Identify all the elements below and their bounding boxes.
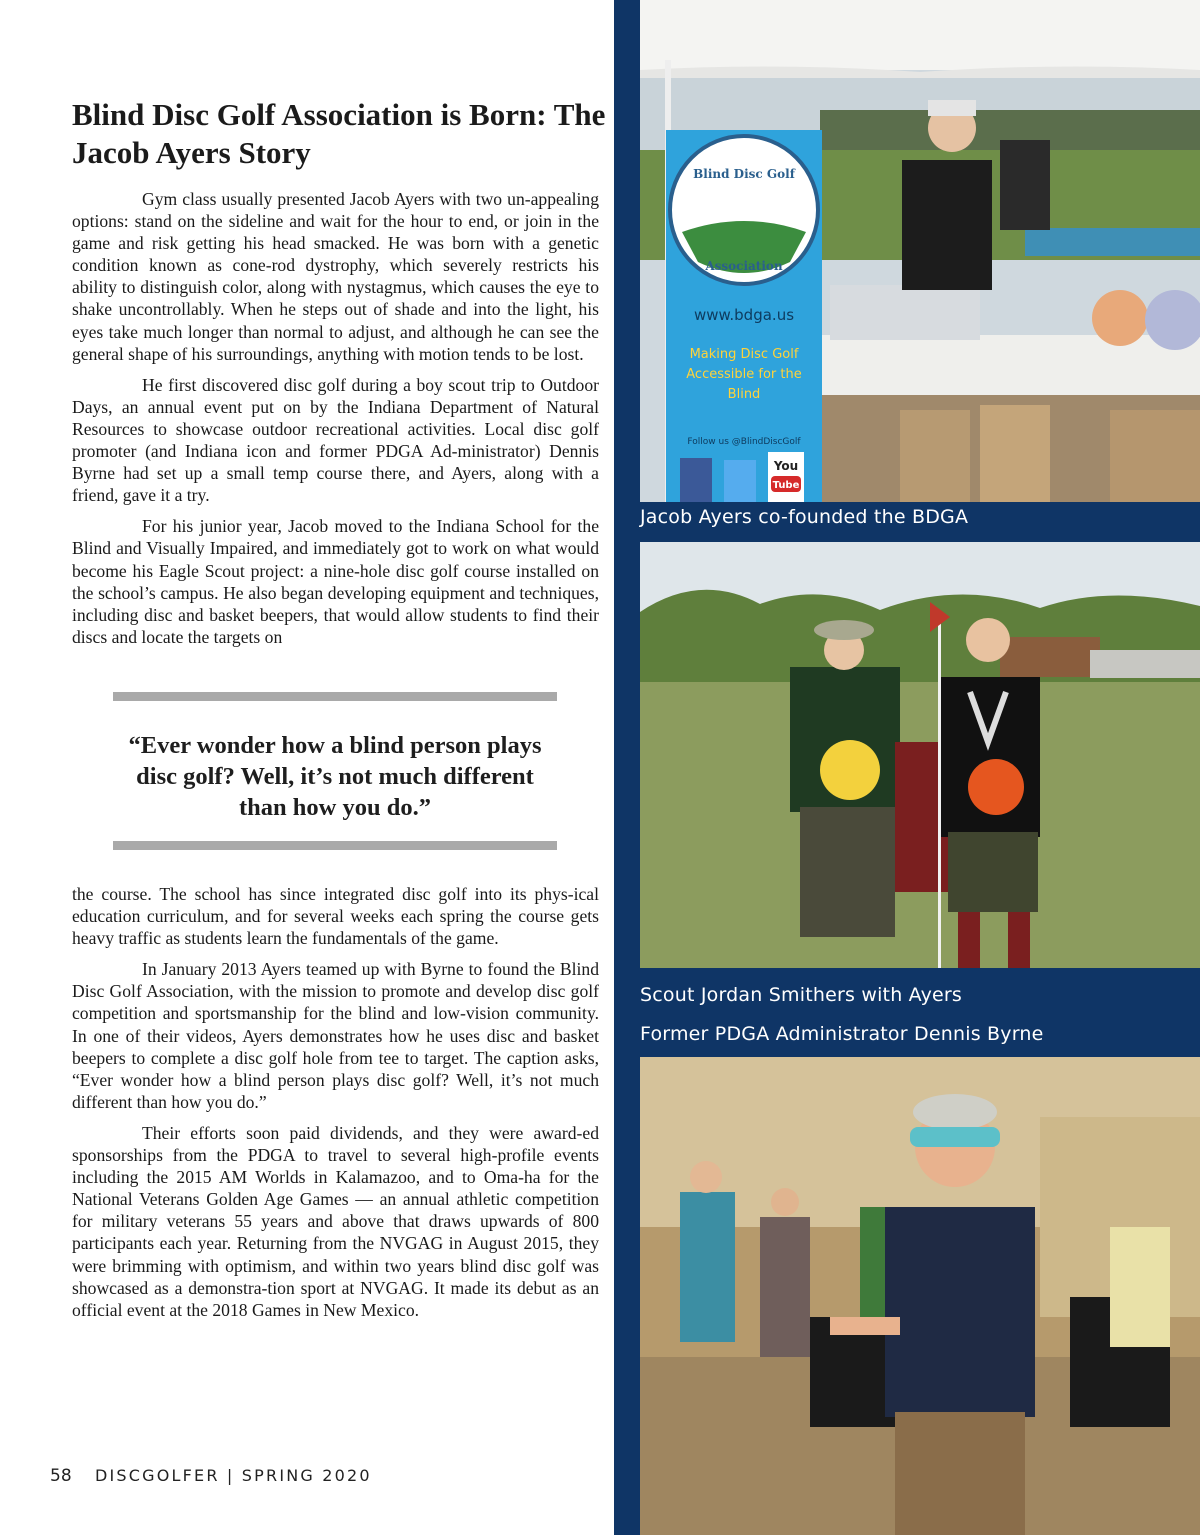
banner-slogan-1: Making Disc Golf — [689, 347, 799, 362]
svg-text:Tube: Tube — [772, 480, 800, 491]
pull-quote-rule-top — [113, 692, 557, 701]
photo-scouts — [640, 542, 1200, 968]
banner-slogan-3: Blind — [727, 387, 761, 402]
banner-follow: Follow us @BlindDiscGolf — [687, 437, 801, 447]
facebook-icon — [680, 458, 712, 502]
article-body-top — [72, 188, 599, 657]
photo-blindfold-demo — [640, 1057, 1200, 1535]
paragraph: In January 2013 Ayers teamed up with Byrne to found the Blind Disc Golf Association, with the mission to promote and develop disc golf competition and sportsmanship for the blind and low-vision community. In one of their videos, Ayers demonstrates how he uses disc and basket beepers to complete a disc golf hole from tee to target. The caption asks, “Ever wonder how a blind person plays disc golf? Well, it’s not much different than how you do.” — [72, 959, 599, 1112]
paragraph: Gym class usually presented Jacob Ayers with two un-appealing options: stand on the sideline and wait for the hour to end, or join in the game and risk getting his head smacked. He was born with a genetic condition known as cone-rod dystrophy, which severely restricts his ability to distinguish color, along with nystagmus, which causes the eye to shake uncontrollably. When he steps out of shade and into the light, his eyes take much longer than normal to adjust, and although he can see the general shape of his surroundings, anything with motion tends to be lost. — [72, 189, 599, 364]
paragraph: For his junior year, Jacob moved to the Indiana School for the Blind and Visually Impaired, and immediately got to work on what would become his Eagle Scout project: a nine-hole disc golf course installed on the school’s campus. He also began developing equipment and techniques, including disc and basket beepers, that would allow students to find their discs and locate the targets on — [72, 516, 599, 647]
publication-line: DISCGOLFER | SPRING 2020 — [94, 1466, 372, 1485]
banner-org-top: Blind Disc Golf — [693, 167, 795, 181]
paragraph: the course. The school has since integrated disc golf into its phys-ical education curriculum, and for several weeks each spring the course gets heavy traffic as students learn the fundamentals of the game. — [72, 884, 599, 949]
scouts-photo-image — [640, 542, 1200, 968]
paragraph: Their efforts soon paid dividends, and they were award-ed sponsorships from the PDGA to travel to several high-profile events including the 2015 AM Worlds in Kalamazoo, and to Oma-ha for the National Veterans Golden Age Games — an annual athletic competition for military veterans 55 years and above that draws upwards of 800 participants each year. Returning from the NVGAG in August 2015, they were brimming with optimism, and within two years blind disc golf was showcased as a demonstra-tion sport at NVGAG. It made its debut as an official event at the 2018 Games in New Mexico. — [72, 1122, 599, 1320]
article-body-bottom — [72, 883, 599, 1330]
page-footer — [50, 1466, 372, 1486]
photo-caption-1: Jacob Ayers co-founded the BDGA — [640, 506, 969, 528]
banner-org-bottom: Association — [705, 259, 783, 273]
photo-caption-2a: Scout Jordan Smithers with Ayers — [640, 984, 963, 1006]
pull-quote-rule-bottom — [113, 841, 557, 850]
banner-slogan-2: Accessible for the — [686, 367, 802, 382]
blindfold-photo-image — [640, 1057, 1200, 1535]
booth-photo-image — [640, 0, 1200, 502]
paragraph: He first discovered disc golf during a boy scout trip to Outdoor Days, an annual event put on by the Indiana Department of Natural Resources to showcase outdoor recreational activities. Local disc golf promoter (and Indiana icon and former PDGA Ad-ministrator) Dennis Byrne had set up a small temp course there, and Ayers, along with a friend, gave it a try. — [72, 374, 599, 506]
svg-text:You: You — [773, 459, 799, 473]
page-number: 58 — [50, 1466, 72, 1486]
photo-column — [614, 0, 1200, 1535]
photo-bdga-booth — [640, 0, 1200, 502]
photo-caption-2b: Former PDGA Administrator Dennis Byrne — [640, 1023, 1044, 1045]
article-title: Blind Disc Golf Association is Born: The Jacob Ayers Story — [72, 97, 606, 170]
banner-website: www.bdga.us — [693, 306, 795, 324]
twitter-icon — [724, 460, 756, 502]
pull-quote: “Ever wonder how a blind person plays disc golf? Well, it’s not much different than how you do.” — [128, 732, 542, 821]
